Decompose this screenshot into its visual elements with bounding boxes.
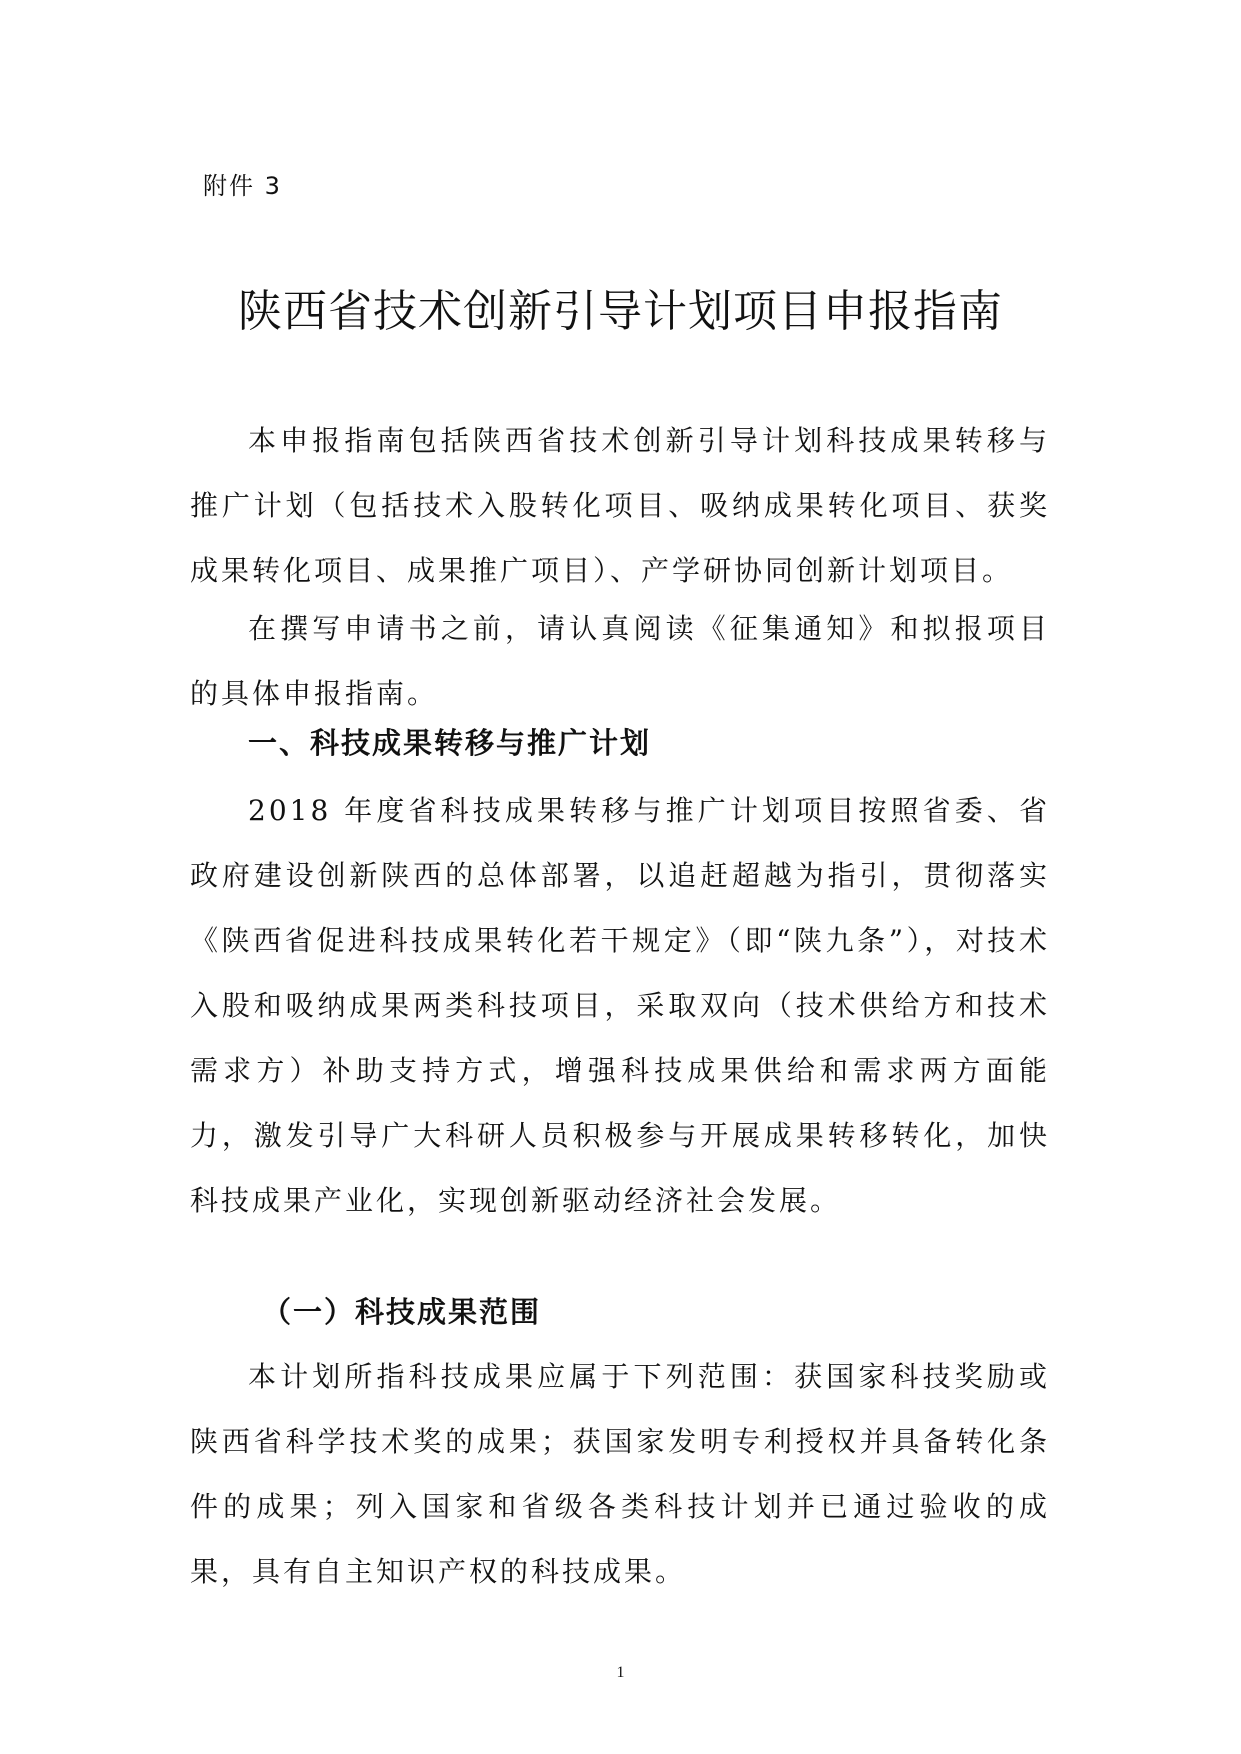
document-title: 陕西省技术创新引导计划项目申报指南 xyxy=(238,286,1003,337)
section-paragraph: 2018 年度省科技成果转移与推广计划项目按照省委、省政府建设创新陕西的总体部署，以追赶超越为指引，贯彻落实《陕西省促进科技成果转化若干规定》（即“陕九条”），对技术入股和吸纳成果两类科技项目，采取双向（技术供给方和技术需求方）补助支持方式，增强科技成果供给和需求两方面能力，激发引导广大科研人员积极参与开展成果转移转化，加快科技成果产业化，实现创新驱动经济社会发展。 xyxy=(190,794,1050,1217)
subsection-paragraph: 本计划所指科技成果应属于下列范围：获国家科技奖励或陕西省科学技术奖的成果；获国家发明专利授权并具备转化条件的成果；列入国家和省级各类科技计划并已通过验收的成果，具有自主知识产权的科技成果。 xyxy=(190,1360,1050,1588)
intro-paragraph: 本申报指南包括陕西省技术创新引导计划科技成果转移与推广计划（包括技术入股转化项目、吸纳成果转化项目、获奖成果转化项目、成果推广项目）、产学研协同创新计划项目。 xyxy=(190,424,1050,587)
attachment-label: 附件 3 xyxy=(203,172,282,200)
section-heading: 一、科技成果转移与推广计划 xyxy=(248,726,652,760)
subsection-heading: （一）科技成果范围 xyxy=(262,1295,542,1329)
notice-paragraph: 在撰写申请书之前，请认真阅读《征集通知》和拟报项目的具体申报指南。 xyxy=(190,612,1050,710)
page-number: 1 xyxy=(616,1664,625,1681)
